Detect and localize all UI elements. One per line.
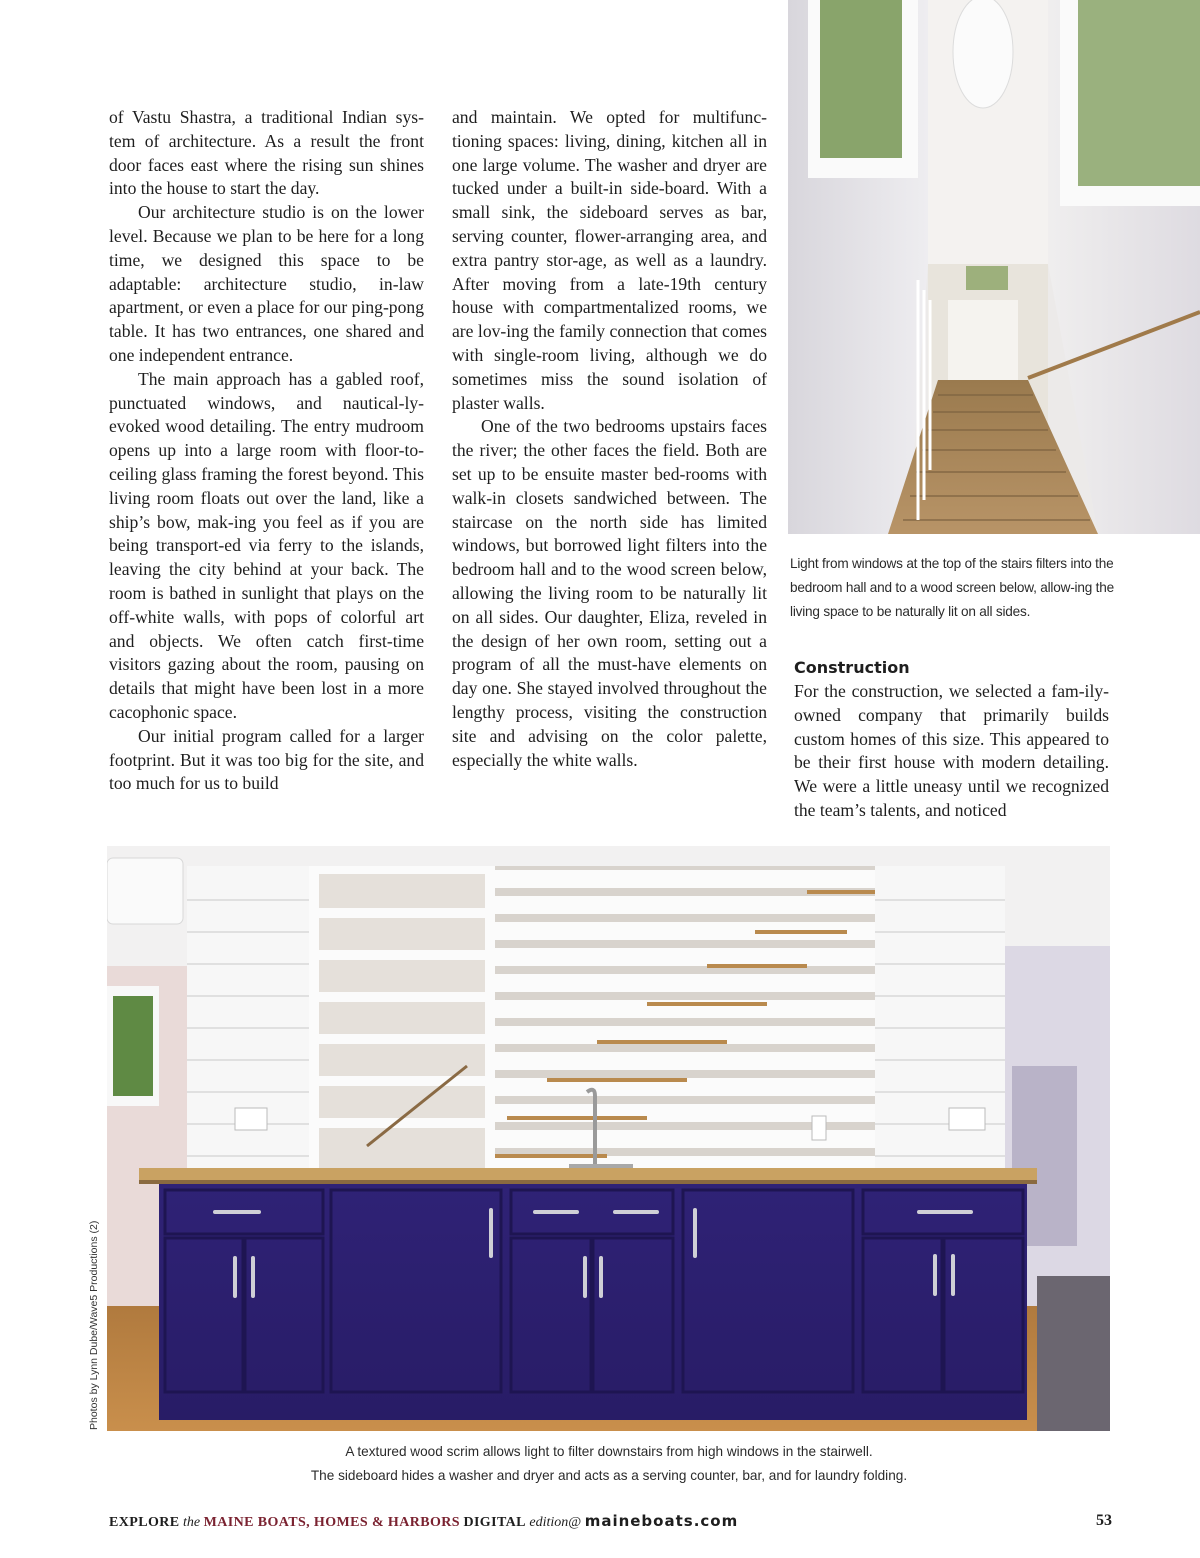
paragraph: For the construction, we selected a fam-ily-owned company that primarily builds custom homes of this size. This appeared to be their first house with modern detailing. We were a little uneasy until we recognized the team’s talents, and noticed	[794, 681, 1109, 820]
text-column-3	[794, 656, 1109, 823]
page-number: 53	[1096, 1512, 1112, 1529]
footer-explore: EXPLORE	[109, 1515, 180, 1530]
paragraph: of Vastu Shastra, a traditional Indian sys-tem of architecture. As a result the front door faces east where the rising sun shines into the house to start the day.	[109, 107, 424, 199]
photo-credit: Photos by Lynn Dube/Wave5 Productions (2)	[88, 1220, 100, 1430]
footer-at: @	[568, 1515, 582, 1530]
paragraph: The main approach has a gabled roof, punctuated windows, and nautical-ly-evoked wood detailing. The entry mudroom opens up into a large room with floor-to-ceiling glass framing the forest beyond. This living room floats out over the land, like a ship’s bow, mak-ing you feel as if you are being transport-ed via ferry to the islands, leaving the city behind at your back. The room is bathed in sunlight that plays on the off-white walls, with pops of colorful art and objects. We often catch first-time visitors gazing about the room, pausing on details that might have been lost in a more cacophonic space.	[109, 368, 424, 722]
sideboard-illustration	[107, 846, 1110, 1431]
footer-edition: edition	[529, 1515, 569, 1530]
footer-the: the	[182, 1515, 201, 1530]
paragraph: One of the two bedrooms upstairs faces the river; the other faces the field. Both are set up to be ensuite master bed-rooms with walk-in closets sandwiched between. The staircase on the north side has limited windows, but borrowed light filters into the bedroom hall and to the wood screen below, allowing the living room to be naturally lit on all sides. Our daughter, Eliza, reveled in the design of her own room, setting out a program of all the must-have elements on day one. She stayed involved throughout the lengthy process, visiting the construction site and advising on the color palette, especially the white walls.	[452, 416, 767, 770]
sideboard-photo-caption	[120, 1440, 1098, 1488]
section-heading: Construction	[794, 658, 910, 677]
footer-website-link[interactable]: maineboats.com	[584, 1512, 739, 1530]
caption-line: The sideboard hides a washer and dryer and acts as a serving counter, bar, and for laundry folding.	[310, 1468, 908, 1483]
text-column-2	[452, 106, 767, 772]
paragraph: Our initial program called for a larger footprint. But it was too big for the site, and too much for us to build	[109, 725, 424, 794]
caption-line: A textured wood scrim allows light to filter downstairs from high windows in the stairwell.	[345, 1444, 873, 1459]
page-footer	[109, 1512, 1112, 1536]
footer-brand: MAINE BOATS, HOMES & HARBORS	[203, 1515, 460, 1530]
paragraph: Our architecture studio is on the lower level. Because we plan to be here for a long time, we designed this space to be adaptable: architecture studio, in-law apartment, or even a place for our ping-pong table. It has two entrances, one shared and one independent entrance.	[109, 202, 424, 365]
text-column-1	[109, 106, 424, 796]
stairwell-illustration	[788, 0, 1200, 534]
footer-digital: DIGITAL	[463, 1515, 526, 1530]
stairwell-photo-caption: Light from windows at the top of the stairs filters into the bedroom hall and to a wood screen below, allow-ing the living space to be naturally lit on all sides.	[790, 556, 1114, 619]
paragraph: and maintain. We opted for multifunc-tioning spaces: living, dining, kitchen all in one large volume. The washer and dryer are tucked under a built-in side-board. With a small sink, the sideboard serves as bar, serving counter, flower-arranging area, and extra pantry stor-age, as well as a laundry. After moving from a late-19th century house with compartmentalized rooms, we are lov-ing the family connection that comes with single-room living, although we do sometimes miss the sound isolation of plaster walls.	[452, 107, 767, 413]
stairwell-photo	[788, 0, 1200, 534]
sideboard-photo	[107, 846, 1110, 1431]
